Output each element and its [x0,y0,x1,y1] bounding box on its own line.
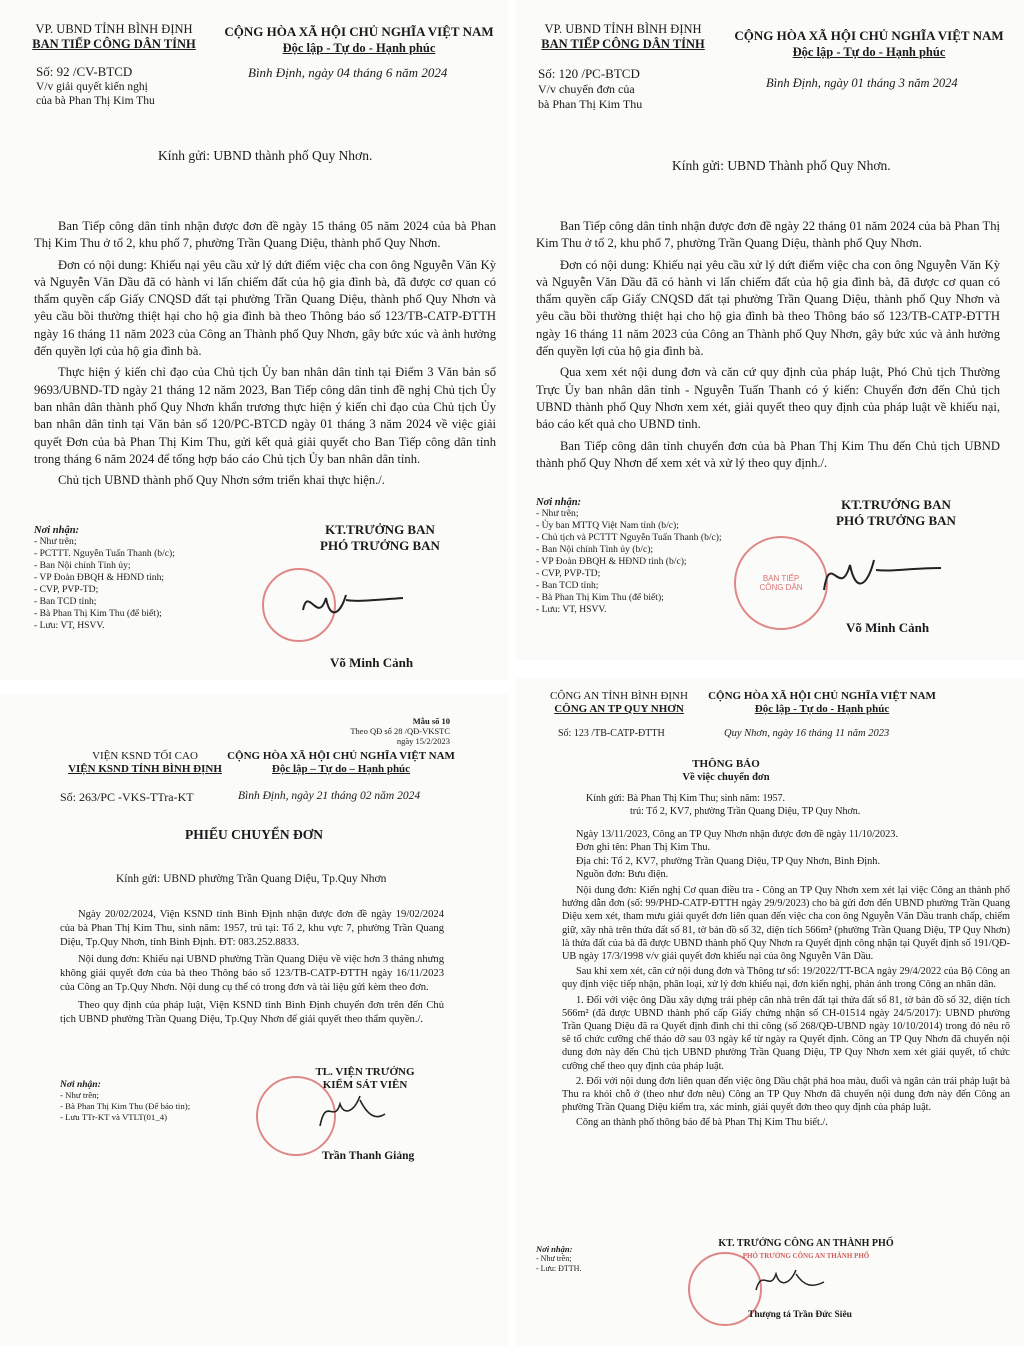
recipient-item: - Lưu: ĐTTH. [536,1264,582,1273]
recipients-title: Nơi nhận: [34,525,80,536]
document-number: Số: 92 /CV-BTCD [36,64,133,79]
document-number: Số: 120 /PC-BTCD [538,66,640,81]
sign-title-line: PHÓ TRƯỞNG BAN [320,538,440,553]
org-header [528,22,718,52]
recipient-item: - CVP, PVP-TD; [34,584,99,595]
paragraph: Đơn có nội dung: Khiếu nại yêu cầu xử lý dứt điểm việc cha con ông Nguyễn Văn Kỳ và Nguyễn Văn Dầu đã có hành vi lấn chiếm đất của hộ gia đình bà, đã được cơ quan có thẩm quyền cấp Giấy CNQSD đất tại phường Trần Quang Diệu, thành phố Quy Nhơn và yêu cầu bồi thường thiệt hại cho hộ gia đình bà theo Thông báo số 123/TB-CATP-ĐTTH ngày 16 tháng 11 năm 2023 của Công an Thành phố Quy Nhơn, gây bức xúc và ảnh hưởng đến quyền lợi của hộ gia đình bà. [34,257,496,359]
org-line-1: VIỆN KSND TỐI CAO [92,750,198,762]
recipient-item: - VP Đoàn ĐBQH & HĐND tỉnh; [34,572,165,583]
intake-details [562,828,1010,882]
official-stamp [734,536,828,630]
nation-motto: Độc lập - Tự do - Hạnh phúc [792,45,946,59]
recipient-item: - Như trên; [34,536,77,547]
nation-motto: Độc lập – Tự do – Hạnh phúc [271,763,411,775]
paragraph: Ban Tiếp công dân tỉnh chuyển đơn của bà Phan Thị Kim Thu đến Chủ tịch UBND thành phố Quy Nhơn để xem xét và xử lý theo quy định./. [536,438,1000,470]
org-line-2: BAN TIẾP CÔNG DÂN TỈNH [541,37,705,51]
signature-title [290,522,470,554]
paragraph: Đơn có nội dung: Khiếu nại yêu cầu xử lý dứt điểm việc cha con ông Nguyễn Văn Kỳ và Nguyễn Văn Dầu đã có hành vi lấn chiếm đất của hộ gia đình bà, đã được cơ quan có thẩm quyền cấp Giấy CNQSD đất tại phường Trần Quang Diệu, thành phố Quy Nhơn và yêu cầu bồi thường thiệt hại cho hộ gia đình bà theo Thông báo số 123/TB-CATP-ĐTTH ngày 16 tháng 11 năm 2023 của Công an Thành phố Quy Nhơn, gây bức xúc và ảnh hưởng đến quyền lợi của hộ gia đình bà. [536,257,1000,359]
recipients [34,525,175,632]
signer-name: Trần Thanh Giảng [322,1150,415,1162]
place-date: Quy Nhơn, ngày 16 tháng 11 năm 2023 [724,728,890,739]
signer-name: Thượng tá Trần Đức Siêu [748,1310,852,1320]
signature [750,1260,830,1300]
form-reference [330,716,450,746]
document-title: THÔNG BÁO [692,758,760,770]
org-line-1: VP. UBND TỈNH BÌNH ĐỊNH [544,22,702,36]
greeting-line: trú: Tổ 2, KV7, phường Trần Quang Diệu, TP Quy Nhơn. [630,806,861,817]
subject-line: V/v chuyển đơn của [538,82,635,96]
body [34,218,496,489]
recipient-item: - Ban Nội chính Tỉnh ủy (b/c); [536,544,654,555]
document-number: Số: 123 /TB-CATP-ĐTTH [558,728,665,739]
recipients [536,497,722,616]
signature [298,580,408,630]
greeting-line: Kính gửi: Bà Phan Thị Kim Thu; sinh năm: 1957. [586,793,785,804]
recipient-item: - Bà Phan Thị Kim Thu (để biết); [34,608,162,619]
nation-title: CỘNG HÒA XÃ HỘI CHỦ NGHĨA VIỆT NAM [708,690,936,702]
paragraph: Qua xem xét nội dung đơn và căn cứ quy định của pháp luật, Phó Chủ tịch Thường Trực Ủy ban nhân dân tỉnh - Nguyễn Tuấn Thanh có ý kiến: Chuyển đơn đến Chủ tịch UBND thành phố Quy Nhơn xem xét, giải quyết theo quy định của pháp luật về khiếu nại, báo cáo kết quả cho UBND tỉnh. [536,365,1000,432]
greeting: Kính gửi: UBND thành phố Quy Nhơn. [158,148,373,163]
org-header [14,22,214,52]
document-number: Số: 263/PC -VKS-TTra-KT [60,790,194,804]
nation-header [702,690,942,716]
paragraph: Thực hiện ý kiến chỉ đạo của Chủ tịch Ủy ban nhân dân tỉnh tại Điểm 3 Văn bản số 9693/UBND-TD ngày 21 tháng 12 năm 2023, Ban Tiếp công dân tỉnh đề nghị Chủ tịch Ủy ban nhân dân thành phố Quy Nhơn khẩn trương thực hiện ý kiến chỉ đạo của Chủ tịch Ủy ban nhân dân tỉnh tại Văn bản số 120/PC-BTCD ngày 01 tháng 3 năm 2024 về việc giải quyết Đơn của bà Phan Thị Kim Thu, gửi kết quả giải quyết cho Ban Tiếp công dân tỉnh trong tháng 6 năm 2024 để tổng hợp báo cáo Chủ tịch Ủy ban nhân dân tỉnh. [34,365,496,466]
body [536,218,1000,472]
document-subject [538,82,642,112]
recipients-title: Nơi nhận: [536,1244,573,1254]
recipient-item: - Bà Phan Thị Kim Thu (Để báo tin); [60,1101,191,1111]
recipient-item: - Ban Nội chính Tỉnh ủy; [34,560,131,571]
subject-line: bà Phan Thị Kim Thu [538,97,643,111]
sign-title-line: PHÓ TRƯỞNG CÔNG AN THÀNH PHỐ [742,1252,870,1260]
recipients-list [34,536,175,632]
signer-name: Võ Minh Cảnh [330,655,414,670]
nation-title: CỘNG HÒA XÃ HỘI CHỦ NGHĨA VIỆT NAM [227,750,455,762]
document-thong-bao-123 [516,678,1024,1346]
sign-title-line: PHÓ TRƯỞNG BAN [836,513,956,528]
detail-line: Địa chỉ: Tổ 2, KV7, phường Trần Quang Diệu, TP Quy Nhơn, Bình Định. [576,855,881,867]
recipient-item: - Bà Phan Thị Kim Thu (để biết); [536,592,664,603]
nation-header [218,24,500,56]
sign-title-line: KT. TRƯỞNG CÔNG AN THÀNH PHỐ [718,1238,894,1249]
document-subtitle: Về việc chuyển đơn [682,772,770,783]
recipients-list [536,508,722,616]
sign-title-line: KT.TRƯỞNG BAN [325,522,435,537]
org-header [534,690,704,716]
recipient-item: - Chủ tịch và PCTTT Nguyễn Tuấn Thanh (b/c); [536,532,722,543]
greeting: Kính gửi: UBND Thành phố Quy Nhơn. [672,158,891,173]
sign-title-line: TL. VIỆN TRƯỞNG [315,1066,415,1078]
org-line-2: CÔNG AN TP QUY NHƠN [554,703,684,715]
recipient-item: - Lưu TTr-KT và VTLT(01_4) [60,1112,168,1122]
paragraph: Ban Tiếp công dân tỉnh nhận được đơn đề ngày 22 tháng 01 năm 2024 của bà Phan Thị Kim Thu ở tổ 2, khu phố 7, phường Trần Quang Diệu, thành phố Quy Nhơn. [536,219,1000,251]
detail-line: Nguồn đơn: Bưu điện. [576,869,669,881]
recipients-list [60,1090,190,1123]
paragraph: Nội dung đơn: Kiến nghị Cơ quan điều tra - Công an TP Quy Nhơn xem xét lại việc Công an thành phố hướng dẫn đơn (số: 99/PHD-CATP-ĐTTH ngày 29/9/2023) cho bà gửi đơn đến UBND phường Trần Quang Diệu xem xét, tham mưu giải quyết đơn liên quan đến việc cha con ông Nguyễn Văn Dầu tranh chấp, chiếm giữ, xây nhà trên thửa đất số 81, tờ bản đồ số 32, diện tích 566m² (phường Trần Quang Diệu, TP Quy Nhơn) là thửa đất của bà đã được UBND thành phố Quy Nhơn ra Quyết định công nhận tại Quyết định số 191/QĐ-UB ngày 17/3/1998 v/v giải quyết đơn khiếu nại của ông Nguyễn Văn Dầu. [562,885,1010,963]
signature [310,1086,390,1136]
nation-motto: Độc lập - Tự do - Hạnh phúc [754,703,890,715]
document-pc-120 [516,0,1024,660]
recipient-item: - Như trên; [536,1254,572,1263]
greeting: Kính gửi: UBND phường Trần Quang Diệu, Tp.Quy Nhơn [116,873,387,885]
detail-line: Ngày 13/11/2023, Công an TP Quy Nhơn nhận được đơn đề ngày 11/10/2023. [576,829,899,840]
recipient-item: - Lưu: VT, HSVV. [536,604,607,615]
paragraph: Ngày 20/02/2024, Viện KSND tỉnh Bình Định nhận được đơn đề ngày 19/02/2024 của bà Phan Thị Kim Thu, sinh năm: 1957, trú tại: Tổ 2, khu vực 7, phường Trần Quang Diệu, Tp.Quy Nhơn, tỉnh Bình Định. ĐT: 083.252.8833. [60,909,444,949]
detail-line: Đơn ghi tên: Phan Thị Kim Thu. [576,842,711,854]
document-title: PHIẾU CHUYỂN ĐƠN [184,827,323,842]
recipient-item: - VP Đoàn ĐBQH & HĐND tỉnh (b/c); [536,556,687,567]
paragraph: 2. Đối với nội dung đơn liên quan đến việc ông Dầu chặt phá hoa màu, đuổi và ngăn cản trái pháp luật bà Thu ra khỏi chỗ ở (theo như đơn nêu) Công an TP Quy Nhơn đã chuyển nội dung đơn này đến Công an phường Trần Quang Diệu kiểm tra, xác minh, giải quyết đơn theo quy định của pháp luật. [562,1075,1010,1114]
recipient-item: - Ban TCD tỉnh; [536,580,599,591]
org-line-2: VIỆN KSND TỈNH BÌNH ĐỊNH [68,763,222,775]
subject-line: V/v giải quyết kiến nghị [36,81,148,93]
paragraph: 1. Đối với việc ông Dầu xây dựng trái phép căn nhà trên đất tại thửa đất số 81, tờ bản đồ số 32, diện tích 566m² (đã được UBND thành phố cấp Giấy chứng nhận số CH-01514 ngày 24/5/2017): UBND phường Trần Quang Diệu đã ra Quyết định đình chỉ thi công (số 268/QĐ-UBND ngày 10/10/2014) trong đó nêu rõ sẽ tổ chức cưỡng chế tháo dỡ sau 03 ngày kể từ ngày ra Quyết định. Công an TP Quy Nhơn đã chuyển nội dung đơn này đến Chủ tịch UBND phường Trần Quang Diệu, TP Quy Nhơn xem xét giải quyết, tổ chức cưỡng chế theo quy định của pháp luật. [562,994,1010,1072]
paragraph: Theo quy định của pháp luật, Viện KSND tỉnh Bình Định chuyển đơn trên đến Chủ tịch UBND phường Trần Quang Diệu, Tp.Quy Nhơn để giải quyết theo thẩm quyền./. [60,999,444,1025]
recipients [536,1244,581,1274]
document-subject [36,80,155,108]
recipients-title: Nơi nhận: [60,1080,101,1090]
recipients-list [536,1254,581,1274]
recipient-item: - Ban TCD tỉnh; [34,596,97,607]
signature [816,540,946,610]
greeting [586,792,860,818]
document-cv-92 [0,0,508,680]
form-ref-line: ngày 15/2/2023 [396,736,450,746]
org-line-2: BAN TIẾP CÔNG DÂN TỈNH [32,37,196,51]
form-number: Mẫu số 10 [412,716,450,726]
nation-motto: Độc lập - Tự do - Hạnh phúc [282,41,436,55]
org-header [60,750,230,776]
stamp-text: BAN TIẾP CÔNG DÂN [759,574,803,592]
paragraph: Chủ tịch UBND thành phố Quy Nhơn sớm triển khai thực hiện./. [58,473,385,488]
recipient-item: - PCTTT. Nguyễn Tuấn Thanh (b/c); [34,548,175,559]
recipient-item: - Ủy ban MTTQ Việt Nam tỉnh (b/c); [536,520,679,531]
place-date: Bình Định, ngày 21 tháng 02 năm 2024 [238,790,421,802]
sign-title-line: KIỂM SÁT VIÊN [322,1079,408,1091]
recipient-item: - Như trên; [536,508,579,519]
recipients-title: Nơi nhận: [536,497,582,508]
sign-title-line: KT.TRƯỞNG BAN [841,497,951,512]
document-phieu-chuyen-don [0,694,508,1346]
paragraph: Công an thành phố thông báo để bà Phan Thị Kim Thu biết./. [576,1117,828,1129]
paragraph: Sau khi xem xét, căn cứ nội dung đơn và Thông tư số: 19/2022/TT-BCA ngày 29/4/2022 của Bộ Công an quy định việc tiếp nhận, phân loại, xử lý đơn khiếu nại, đơn kiến nghị, phản ánh trong Công an nhân dân. [562,966,1010,991]
nation-title: CỘNG HÒA XÃ HỘI CHỦ NGHĨA VIỆT NAM [224,24,494,39]
recipient-item: - CVP, PVP-TD; [536,568,601,579]
subject-line: của bà Phan Thị Kim Thu [36,95,155,107]
signature-title [806,497,986,529]
nation-header [724,28,1014,60]
signer-name: Võ Minh Cảnh [846,620,930,635]
nation-title: CỘNG HÒA XÃ HỘI CHỦ NGHĨA VIỆT NAM [734,28,1004,43]
paragraph: Nội dung đơn: Khiếu nại UBND phường Trần Quang Diệu về việc hơn 3 tháng nhưng không giải quyết đơn của bà theo Thông báo số 123/TB-CATP-ĐTTH ngày 16/11/2023 của Công an Tp.Quy Nhơn. Nội dung cụ thể có trong đơn và tài liệu gửi kèm theo đơn. [60,954,444,994]
paragraph: Ban Tiếp công dân tỉnh nhận được đơn đề ngày 15 tháng 05 năm 2024 của bà Phan Thị Kim Thu ở tổ 2, khu phố 7, phường Trần Quang Diệu, thành phố Quy Nhơn. [34,219,496,251]
place-date: Bình Định, ngày 04 tháng 6 năm 2024 [248,65,448,80]
body [562,884,1010,1130]
recipient-item: - Lưu: VT, HSVV. [34,620,105,631]
nation-header [226,750,456,776]
place-date: Bình Định, ngày 01 tháng 3 năm 2024 [766,76,958,90]
recipient-item: - Như trên; [60,1090,99,1100]
org-line-1: CÔNG AN TỈNH BÌNH ĐỊNH [550,690,688,702]
recipients [60,1080,190,1123]
form-ref-line: Theo QĐ số 28 /QĐ-VKSTC [350,726,450,736]
body [60,908,444,1027]
org-line-1: VP. UBND TỈNH BÌNH ĐỊNH [35,22,193,36]
